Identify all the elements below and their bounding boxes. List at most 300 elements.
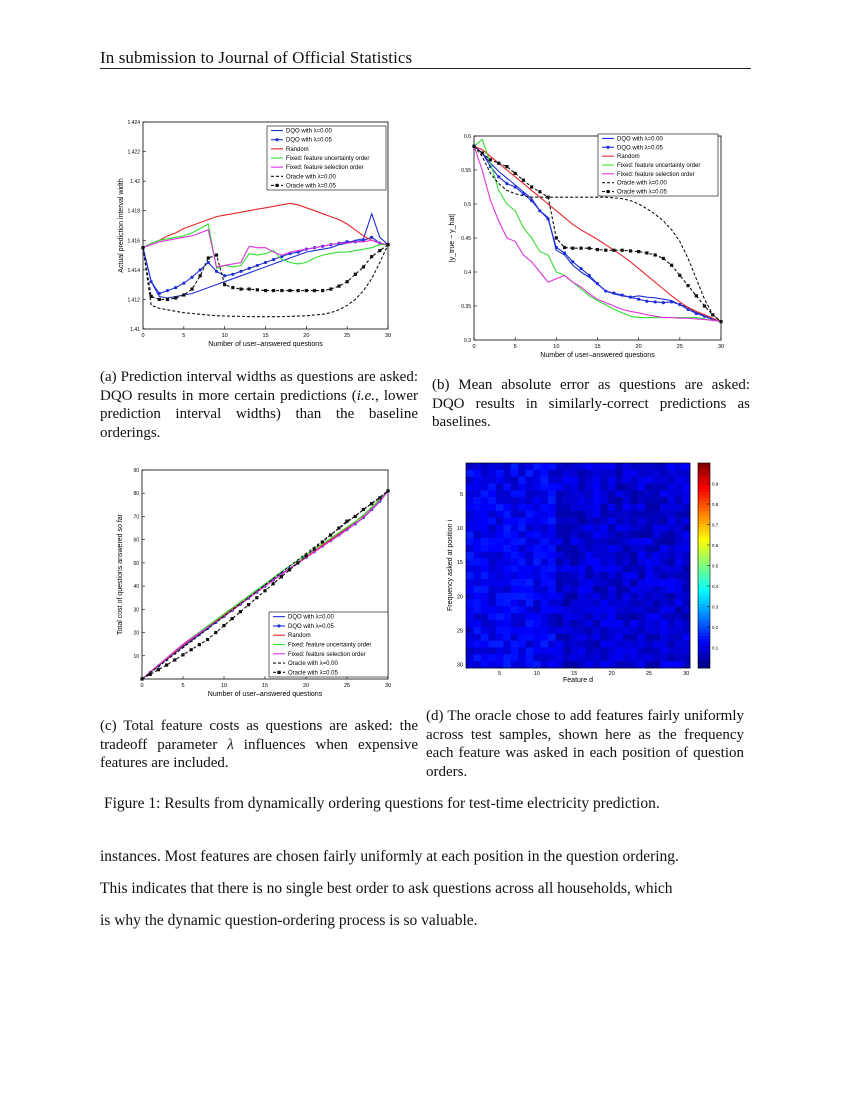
heatmap-cell	[578, 470, 586, 477]
heatmap-cell	[503, 490, 511, 497]
colorbar-tick-label: 0.3	[712, 604, 719, 610]
heatmap-cell	[511, 572, 519, 579]
heatmap-cell	[645, 497, 653, 504]
heatmap-cell	[541, 648, 549, 655]
heatmap-cell	[608, 545, 616, 552]
y-tick-label: 25	[456, 628, 463, 635]
heatmap-cell	[660, 634, 668, 641]
heatmap-cell	[578, 477, 586, 484]
heatmap-cell	[660, 572, 668, 579]
colorbar-step	[698, 652, 710, 656]
heatmap-cell	[608, 572, 616, 579]
series-point	[280, 289, 283, 292]
heatmap-cell	[645, 470, 653, 477]
legend-entry: Oracle with λ=0.00	[288, 661, 338, 668]
heatmap-cell	[578, 497, 586, 504]
heatmap-cell	[496, 538, 504, 545]
heatmap-cell	[563, 511, 571, 518]
colorbar-tick-label: 0.1	[712, 645, 719, 651]
heatmap-cell	[526, 545, 534, 552]
heatmap-cell	[541, 572, 549, 579]
heatmap-cell	[541, 600, 549, 607]
heatmap-cell	[548, 477, 556, 484]
heatmap-cell	[473, 497, 481, 504]
heatmap-cell	[615, 593, 623, 600]
heatmap-cell	[645, 648, 653, 655]
heatmap-cell	[615, 484, 623, 491]
heatmap-cell	[533, 593, 541, 600]
heatmap-cell	[556, 607, 564, 614]
series-point	[686, 284, 689, 287]
heatmap-cell	[548, 600, 556, 607]
heatmap-cell	[638, 572, 646, 579]
heatmap-cell	[563, 593, 571, 600]
colorbar-step	[698, 498, 710, 502]
heatmap-cell	[496, 607, 504, 614]
heatmap-cell	[615, 654, 623, 661]
colorbar-tick-label: 0.5	[712, 563, 719, 569]
legend-entry: Oracle with λ=0.00	[286, 174, 336, 181]
series-point	[231, 273, 234, 276]
heatmap-cell	[473, 566, 481, 573]
heatmap-cell	[556, 634, 564, 641]
heatmap-cell	[675, 641, 683, 648]
heatmap-cell	[623, 654, 631, 661]
heatmap-cell	[563, 648, 571, 655]
series-point	[514, 172, 517, 175]
heatmap-cell	[623, 484, 631, 491]
heatmap-cell	[571, 477, 579, 484]
heatmap-cell	[518, 620, 526, 627]
heatmap-cell	[503, 531, 511, 538]
x-tick-label: 25	[343, 683, 351, 689]
series-point	[621, 249, 624, 252]
heatmap-cell	[593, 559, 601, 566]
heatmap-cell	[556, 552, 564, 559]
heatmap-cell	[503, 654, 511, 661]
legend-marker	[275, 184, 278, 187]
heatmap-cell	[511, 490, 519, 497]
heatmap-cell	[473, 545, 481, 552]
series-point	[505, 182, 508, 185]
heatmap-cell	[608, 559, 616, 566]
heatmap-cell	[571, 627, 579, 634]
heatmap-cell	[503, 641, 511, 648]
heatmap-cell	[660, 484, 668, 491]
heatmap-cell	[466, 586, 474, 593]
heatmap-cell	[608, 600, 616, 607]
heatmap-cell	[563, 538, 571, 545]
heatmap-cell	[481, 484, 489, 491]
heatmap-cell	[533, 648, 541, 655]
heatmap-cell	[645, 490, 653, 497]
heatmap-cell	[645, 641, 653, 648]
colorbar-step	[698, 588, 710, 592]
heatmap-cell	[645, 613, 653, 620]
legend-entry: DQO with λ=0.05	[617, 145, 663, 152]
series-point	[637, 298, 640, 301]
heatmap-cell	[645, 463, 653, 470]
heatmap-cell	[578, 579, 586, 586]
heatmap-cell	[563, 490, 571, 497]
series-point	[215, 253, 218, 256]
heatmap-cell	[683, 572, 691, 579]
heatmap-cell	[556, 484, 564, 491]
heatmap-cell	[585, 648, 593, 655]
y-tick-label: 1.418	[127, 208, 140, 215]
heatmap-cell	[503, 518, 511, 525]
heatmap-cell	[533, 579, 541, 586]
heatmap-cell	[511, 627, 519, 634]
header-rule	[100, 68, 751, 69]
heatmap-cell	[608, 497, 616, 504]
colorbar-step	[698, 582, 710, 586]
heatmap-cell	[623, 566, 631, 573]
heatmap-cell	[533, 566, 541, 573]
heatmap-cell	[481, 559, 489, 566]
heatmap-cell	[593, 613, 601, 620]
heatmap-cell	[578, 572, 586, 579]
heatmap-cell	[683, 511, 691, 518]
heatmap-cell	[675, 572, 683, 579]
heatmap-cell	[578, 504, 586, 511]
heatmap-cell	[563, 641, 571, 648]
series-point	[662, 301, 665, 304]
heatmap-cell	[668, 600, 676, 607]
x-tick-label: 15	[571, 671, 578, 677]
heatmap-cell	[541, 607, 549, 614]
heatmap-cell	[638, 566, 646, 573]
heatmap-cell	[578, 484, 586, 491]
heatmap-cell	[541, 559, 549, 566]
heatmap-cell	[571, 511, 579, 518]
heatmap-cell	[675, 477, 683, 484]
heatmap-cell	[630, 586, 638, 593]
heatmap-cell	[675, 600, 683, 607]
heatmap-cell	[563, 613, 571, 620]
heatmap-cell	[541, 545, 549, 552]
heatmap-cell	[638, 593, 646, 600]
heatmap-cell	[518, 613, 526, 620]
heatmap-cell	[683, 559, 691, 566]
heatmap-cell	[556, 518, 564, 525]
heatmap-cell	[548, 593, 556, 600]
heatmap-cell	[526, 504, 534, 511]
colorbar-step	[698, 578, 710, 582]
heatmap-cell	[481, 470, 489, 477]
heatmap-cell	[623, 497, 631, 504]
heatmap-cell	[668, 566, 676, 573]
heatmap-cell	[518, 600, 526, 607]
heatmap-cell	[653, 484, 661, 491]
heatmap-cell	[563, 504, 571, 511]
heatmap-cell	[496, 490, 504, 497]
heatmap-cell	[630, 600, 638, 607]
heatmap-cell	[593, 641, 601, 648]
heatmap-cell	[668, 490, 676, 497]
series-point	[522, 179, 525, 182]
heatmap-cell	[683, 538, 691, 545]
x-tick-label: 30	[384, 333, 392, 339]
heatmap-cell	[571, 572, 579, 579]
heatmap-cell	[600, 593, 608, 600]
series-point	[173, 658, 176, 661]
heatmap-cell	[481, 654, 489, 661]
series-point	[514, 185, 517, 188]
running-header: In submission to Journal of Official Statistics	[100, 48, 413, 67]
heatmap-cell	[511, 586, 519, 593]
heatmap-cell	[615, 538, 623, 545]
heatmap-cell	[653, 566, 661, 573]
heatmap-cell	[660, 518, 668, 525]
series-point	[304, 554, 307, 557]
series-point	[199, 274, 202, 277]
heatmap-cell	[623, 504, 631, 511]
heatmap-cell	[563, 525, 571, 532]
heatmap-cell	[668, 634, 676, 641]
heatmap-cell	[630, 463, 638, 470]
colorbar-step	[698, 601, 710, 605]
heatmap-cell	[563, 586, 571, 593]
heatmap-cell	[556, 586, 564, 593]
heatmap-cell	[548, 484, 556, 491]
colorbar-step	[698, 607, 710, 611]
heatmap-cell	[511, 504, 519, 511]
heatmap-cell	[518, 518, 526, 525]
heatmap-cell	[585, 552, 593, 559]
heatmap-cell	[615, 511, 623, 518]
series-point	[239, 270, 242, 273]
series-point	[579, 267, 582, 270]
series-point	[207, 256, 210, 259]
y-tick-label: 0.55	[461, 168, 471, 174]
heatmap-cell	[653, 504, 661, 511]
series-point	[703, 304, 706, 307]
heatmap-cell	[563, 634, 571, 641]
heatmap-cell	[466, 613, 474, 620]
heatmap-cell	[608, 648, 616, 655]
heatmap-cell	[645, 607, 653, 614]
heatmap-cells	[466, 463, 690, 668]
heatmap-cell	[496, 627, 504, 634]
heatmap-cell	[683, 504, 691, 511]
heatmap-cell	[645, 484, 653, 491]
heatmap-cell	[511, 600, 519, 607]
heatmap-cell	[608, 484, 616, 491]
heatmap-cell	[578, 538, 586, 545]
heatmap-cell	[473, 484, 481, 491]
heatmap-cell	[675, 463, 683, 470]
heatmap-cell	[533, 607, 541, 614]
heatmap-cell	[556, 538, 564, 545]
heatmap-cell	[668, 648, 676, 655]
heatmap-cell	[683, 627, 691, 634]
heatmap-cell	[541, 490, 549, 497]
series-point	[150, 280, 153, 283]
heatmap-cell	[623, 600, 631, 607]
colorbar-step	[698, 649, 710, 653]
heatmap-cell	[615, 572, 623, 579]
heatmap-cell	[638, 538, 646, 545]
x-tick-label: 25	[645, 671, 652, 677]
heatmap-cell	[675, 593, 683, 600]
series-point	[588, 247, 591, 250]
heatmap-cell	[518, 477, 526, 484]
heatmap-cell	[638, 504, 646, 511]
heatmap-cell	[533, 545, 541, 552]
heatmap-cell	[533, 559, 541, 566]
y-tick-label: 1.41	[130, 327, 140, 333]
heatmap-cell	[578, 566, 586, 573]
heatmap-cell	[660, 654, 668, 661]
heatmap-cell	[593, 607, 601, 614]
series-point	[198, 643, 201, 646]
heatmap-cell	[608, 470, 616, 477]
heatmap-cell	[518, 654, 526, 661]
y-tick-label: 1.414	[127, 267, 140, 274]
heatmap-cell	[585, 634, 593, 641]
heatmap-cell	[541, 627, 549, 634]
heatmap-cell	[488, 497, 496, 504]
heatmap-cell	[556, 661, 564, 668]
heatmap-cell	[556, 572, 564, 579]
heatmap-cell	[623, 552, 631, 559]
heatmap-cell	[600, 607, 608, 614]
heatmap-cell	[473, 586, 481, 593]
series-point	[223, 274, 226, 277]
heatmap-cell	[578, 648, 586, 655]
chart-b	[448, 128, 748, 363]
heatmap-cell	[481, 518, 489, 525]
heatmap-cell	[526, 477, 534, 484]
heatmap-cell	[526, 593, 534, 600]
heatmap-cell	[533, 504, 541, 511]
heatmap-cell	[608, 627, 616, 634]
heatmap-cell	[466, 545, 474, 552]
heatmap-cell	[638, 641, 646, 648]
heatmap-cell	[548, 566, 556, 573]
heatmap-cell	[668, 484, 676, 491]
heatmap-cell	[488, 484, 496, 491]
heatmap-cell	[668, 654, 676, 661]
heatmap-cell	[630, 593, 638, 600]
heatmap-cell	[473, 477, 481, 484]
heatmap-cell	[683, 648, 691, 655]
heatmap-cell	[638, 531, 646, 538]
series-point	[695, 294, 698, 297]
heatmap-cell	[600, 525, 608, 532]
legend-marker	[277, 671, 280, 674]
heatmap-cell	[556, 641, 564, 648]
heatmap-cell	[518, 490, 526, 497]
heatmap-cell	[645, 525, 653, 532]
heatmap-cell	[683, 600, 691, 607]
heatmap-cell	[526, 490, 534, 497]
heatmap-cell	[481, 579, 489, 586]
colorbar-step	[698, 485, 710, 489]
heatmap-cell	[503, 463, 511, 470]
heatmap-cell	[630, 654, 638, 661]
heatmap-cell	[578, 641, 586, 648]
x-tick-label: 5	[498, 671, 502, 677]
heatmap-cell	[473, 627, 481, 634]
series-point	[472, 145, 475, 148]
series-point	[140, 677, 143, 680]
heatmap-cell	[518, 525, 526, 532]
heatmap-cell	[615, 497, 623, 504]
heatmap-cell	[593, 648, 601, 655]
heatmap-cell	[548, 525, 556, 532]
heatmap-cell	[630, 620, 638, 627]
heatmap-cell	[496, 470, 504, 477]
y-tick-label: 40	[133, 584, 139, 591]
heatmap-cell	[645, 504, 653, 511]
colorbar-step	[698, 572, 710, 576]
legend-marker	[606, 190, 609, 193]
heatmap-cell	[623, 586, 631, 593]
heatmap-cell	[615, 607, 623, 614]
heatmap-cell	[548, 634, 556, 641]
heatmap-cell	[488, 661, 496, 668]
colorbar-step	[698, 614, 710, 618]
heatmap-cell	[683, 634, 691, 641]
heatmap-cell	[466, 484, 474, 491]
series-point	[629, 249, 632, 252]
heatmap-cell	[623, 490, 631, 497]
colorbar-step	[698, 501, 710, 505]
heatmap-cell	[668, 607, 676, 614]
heatmap-cell	[593, 531, 601, 538]
heatmap-cell	[638, 559, 646, 566]
heatmap-cell	[563, 620, 571, 627]
series-point	[239, 287, 242, 290]
heatmap-cell	[496, 518, 504, 525]
heatmap-cell	[526, 470, 534, 477]
series-point	[571, 247, 574, 250]
series-point	[530, 199, 533, 202]
heatmap-cell	[533, 484, 541, 491]
series-point	[547, 217, 550, 220]
heatmap-cell	[481, 586, 489, 593]
y-tick-label: 70	[133, 514, 139, 521]
y-tick-label: 1.42	[130, 179, 140, 186]
y-tick-label: 60	[133, 537, 139, 544]
heatmap-cell	[481, 607, 489, 614]
x-tick-label: 5	[181, 683, 185, 689]
heatmap-cell	[473, 504, 481, 511]
heatmap-cell	[638, 545, 646, 552]
caption-a: (a) Prediction interval widths as questions are asked: DQO results in more certain predictions (i.e., lower prediction interval widths) than the baseline orderings.	[100, 369, 418, 441]
heatmap-cell	[563, 600, 571, 607]
heatmap-cell	[660, 586, 668, 593]
heatmap-cell	[518, 504, 526, 511]
heatmap-cell	[600, 654, 608, 661]
y-tick-label: 30	[133, 607, 139, 614]
heatmap-cell	[473, 593, 481, 600]
heatmap-cell	[496, 648, 504, 655]
heatmap-cell	[481, 511, 489, 518]
heatmap-cell	[578, 654, 586, 661]
heatmap-cell	[600, 511, 608, 518]
heatmap-cell	[511, 525, 519, 532]
heatmap-cell	[481, 661, 489, 668]
heatmap-cell	[683, 470, 691, 477]
heatmap-cell	[571, 648, 579, 655]
heatmap-cell	[496, 586, 504, 593]
x-tick-label: 0	[140, 683, 144, 689]
y-tick-label: 0.5	[464, 202, 471, 208]
series-point	[174, 296, 177, 299]
